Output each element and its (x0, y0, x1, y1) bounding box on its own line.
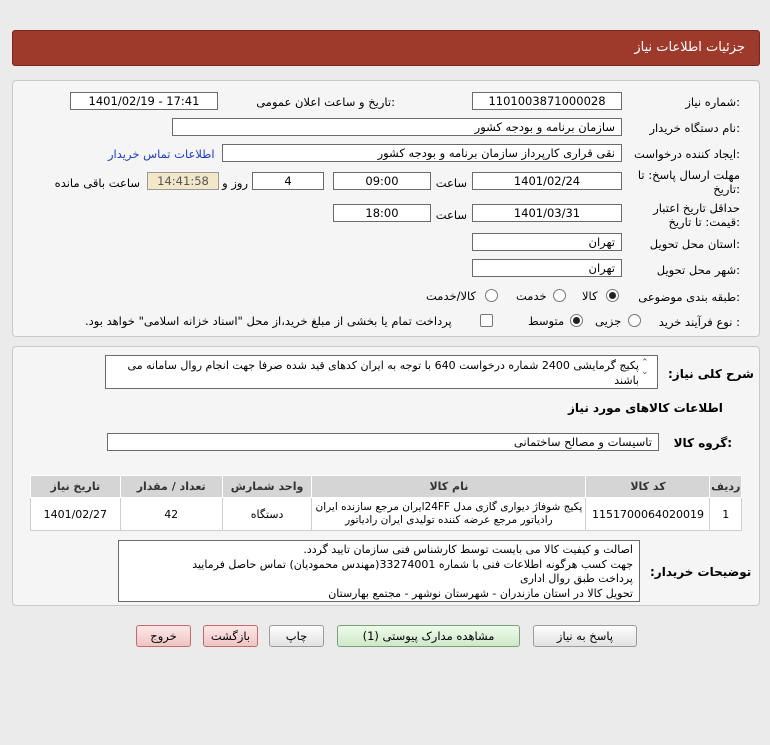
goods-table-header (31, 476, 742, 498)
remaining-label: ساعت باقی مانده (54, 176, 140, 190)
cell-need-date: 1401/02/27 (31, 498, 121, 531)
buyer-notes-field (118, 540, 640, 602)
back-button[interactable]: بازگشت (203, 625, 258, 647)
contact-buyer-link[interactable]: اطلاعات تماس خریدار (108, 147, 215, 161)
remaining-time-field: 14:41:58 (147, 172, 219, 190)
goods-group-field: تاسیسات و مصالح ساختمانی (107, 433, 659, 451)
buyer-org-field: سازمان برنامه و بودجه کشور (172, 118, 622, 136)
reply-deadline-label-1: مهلت ارسال پاسخ: تا (637, 168, 740, 182)
buyer-notes-label: توضیحات خریدار: (650, 565, 752, 579)
buyer-org-label: نام دستگاه خریدار: (649, 121, 740, 135)
goods-section-title: اطلاعات کالاهای مورد نیاز (568, 401, 723, 415)
validity-time-label: ساعت (435, 208, 467, 222)
goods-group-label: گروه کالا: (673, 436, 732, 450)
province-field: تهران (472, 233, 622, 251)
buyer-note-line: اصالت و کیفیت کالا می بایست توسط کارشناس فنی سازمان تایید گردد. (303, 543, 633, 556)
category-goods-service-label: کالا/خدمت (426, 289, 477, 303)
requester-field: نقی قراری کارپرداز سازمان برنامه و بودجه کشور (222, 144, 622, 162)
announce-label: تاریخ و ساعت اعلان عمومی: (256, 95, 395, 109)
process-radio-medium[interactable] (570, 314, 583, 327)
cell-row: 1 (710, 498, 742, 531)
goods-table (30, 475, 742, 531)
col-goods-name: نام کالا (312, 476, 586, 498)
reply-button[interactable]: پاسخ به نیاز (533, 625, 637, 647)
buyer-note-line: پرداخت طبق روال اداری (519, 572, 633, 585)
resize-handle-icon[interactable]: ⌃ ⌄ (641, 358, 649, 377)
cell-goods-code: 1151700064020019 (586, 498, 710, 531)
reply-deadline-label-2: تاریخ: (713, 182, 740, 196)
validity-label-2: قیمت: تا تاریخ: (668, 215, 740, 229)
city-label: شهر محل تحویل: (656, 263, 740, 277)
days-field: 4 (252, 172, 324, 190)
reply-date-field: 1401/02/24 (472, 172, 622, 190)
summary-field (105, 355, 658, 389)
process-label: نوع فرآیند خرید : (658, 315, 740, 329)
treasury-payment-note: پرداخت تمام یا بخشی از مبلغ خرید،از محل "اسناد خزانه اسلامی" خواهد بود. (85, 314, 452, 328)
validity-time-field: 18:00 (333, 204, 431, 222)
province-label: استان محل تحویل: (649, 237, 740, 251)
cell-quantity: 42 (120, 498, 222, 531)
category-radio-service[interactable] (553, 289, 566, 302)
col-goods-code: کد کالا (586, 476, 710, 498)
col-quantity: تعداد / مقدار (120, 476, 222, 498)
process-medium-label: متوسط (528, 314, 565, 328)
process-minor-label: جزیی (595, 314, 622, 328)
need-number-label: شماره نیاز: (685, 95, 740, 109)
process-radio-minor[interactable] (628, 314, 641, 327)
category-label: طبقه بندی موضوعی: (638, 290, 740, 304)
summary-text: پکیج گرمایشی 2400 شماره درخواست 640 با توجه به ایران کدهای قید شده صرفا جهت انجام روال سامانه می باشند (127, 359, 639, 387)
category-radio-goods-service[interactable] (485, 289, 498, 302)
category-radio-goods[interactable] (606, 289, 619, 302)
requester-label: ایجاد کننده درخواست: (634, 147, 740, 161)
buyer-note-line: تحویل کالا در استان مازندران - شهرستان نوشهر - مجتمع بهارستان (328, 586, 633, 600)
days-label: روز و (222, 176, 248, 190)
summary-label: شرح کلی نیاز: (668, 367, 754, 381)
attachments-button[interactable]: مشاهده مدارک پیوستی (1) (337, 625, 520, 647)
reply-time-field: 09:00 (333, 172, 431, 190)
validity-label-1: حداقل تاریخ اعتبار (653, 201, 740, 215)
print-button[interactable]: چاپ (269, 625, 324, 647)
need-number-field: 1101003871000028 (472, 92, 622, 110)
validity-date-field: 1401/03/31 (472, 204, 622, 222)
col-unit: واحد شمارش (222, 476, 312, 498)
exit-button[interactable]: خروج (136, 625, 191, 647)
city-field: تهران (472, 259, 622, 277)
buyer-note-line: جهت کسب هرگونه اطلاعات فنی با شماره 33274001(مهندس محمودیان) تماس حاصل فرمایید (192, 557, 633, 571)
table-row (31, 498, 742, 531)
col-need-date: تاریخ نیاز (31, 476, 121, 498)
page-title: جزئیات اطلاعات نیاز (634, 40, 745, 55)
announce-field: 1401/02/19 - 17:41 (70, 92, 218, 110)
reply-time-label: ساعت (435, 176, 467, 190)
category-service-label: خدمت (516, 289, 547, 303)
category-goods-label: کالا (582, 289, 598, 303)
treasury-payment-checkbox[interactable] (480, 314, 493, 327)
cell-unit: دستگاه (222, 498, 312, 531)
cell-goods-name: پکیج شوفاژ دیواری گازی مدل 24FFایران مرجع سازنده ایران رادیاتور مرجع عرضه کننده تولیدی ایران رادیاتور (312, 498, 586, 531)
col-row: ردیف (710, 476, 742, 498)
page-title-bar (12, 30, 760, 66)
